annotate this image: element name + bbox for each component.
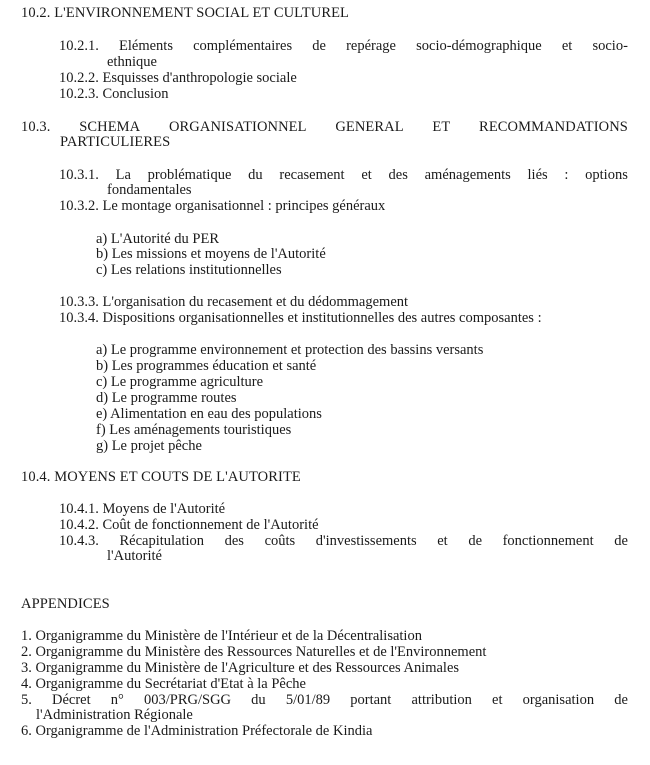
section-10-4-heading: 10.4. MOYENS ET COUTS DE L'AUTORITE [21,469,301,485]
subitem-education-sante: b) Les programmes éducation et santé [96,358,317,374]
section-10-2-heading: 10.2. L'ENVIRONNEMENT SOCIAL ET CULTUREL [21,5,350,21]
appendices-heading: APPENDICES [21,596,110,612]
appendix-item-6: 6. Organigramme de l'Administration Préfectorale de Kindia [21,723,373,739]
subitem-amenagements-touristiques: f) Les aménagements touristiques [96,422,292,438]
appendix-item-2: 2. Organigramme du Ministère des Ressources Naturelles et de l'Environnement [21,644,487,660]
subitem-alimentation-eau: e) Alimentation en eau des populations [96,406,322,422]
toc-entry-10-3-1-line1: 10.3.1. La problématique du recasement et des aménagements liés : options [59,167,628,183]
toc-entry-10-4-3-line1: 10.4.3. Récapitulation des coûts d'investissements et de fonctionnement de [59,533,628,549]
toc-entry-10-3-4: 10.3.4. Dispositions organisationnelles et institutionnelles des autres composantes : [59,310,542,326]
appendix-item-5-line1: 5. Décret n° 003/PRG/SGG du 5/01/89 portant attribution et organisation de [21,692,628,708]
toc-entry-10-2-1-line1: 10.2.1. Eléments complémentaires de repérage socio-démographique et socio- [59,38,628,54]
toc-entry-10-2-2: 10.2.2. Esquisses d'anthropologie sociale [59,70,297,86]
subitem-agriculture: c) Le programme agriculture [96,374,264,390]
section-10-3-heading-line2: PARTICULIERES [60,134,171,150]
toc-entry-10-2-3: 10.2.3. Conclusion [59,86,169,102]
toc-entry-10-3-3: 10.3.3. L'organisation du recasement et du dédommagement [59,294,409,310]
subitem-relations-institutionnelles: c) Les relations institutionnelles [96,262,282,278]
section-10-3-heading-line1: 10.3. SCHEMA ORGANISATIONNEL GENERAL ET RECOMMANDATIONS [21,119,628,135]
toc-entry-10-3-1-line2: fondamentales [107,182,192,198]
subitem-programme-environnement: a) Le programme environnement et protection des bassins versants [96,342,484,358]
subitem-missions-moyens: b) Les missions et moyens de l'Autorité [96,246,326,262]
toc-entry-10-4-2: 10.4.2. Coût de fonctionnement de l'Autorité [59,517,319,533]
subitem-projet-peche: g) Le projet pêche [96,438,202,454]
subitem-autorite-per: a) L'Autorité du PER [96,231,220,247]
toc-entry-10-4-1: 10.4.1. Moyens de l'Autorité [59,501,226,517]
appendix-item-1: 1. Organigramme du Ministère de l'Intérieur et de la Décentralisation [21,628,422,644]
appendix-item-5-line2: l'Administration Régionale [36,707,193,723]
appendix-item-4: 4. Organigramme du Secrétariat d'Etat à la Pêche [21,676,306,692]
toc-entry-10-4-3-line2: l'Autorité [107,548,162,564]
toc-entry-10-2-1-line2: ethnique [107,54,157,70]
subitem-routes: d) Le programme routes [96,390,237,406]
toc-entry-10-3-2: 10.3.2. Le montage organisationnel : principes généraux [59,198,386,214]
appendix-item-3: 3. Organigramme du Ministère de l'Agriculture et des Ressources Animales [21,660,460,676]
